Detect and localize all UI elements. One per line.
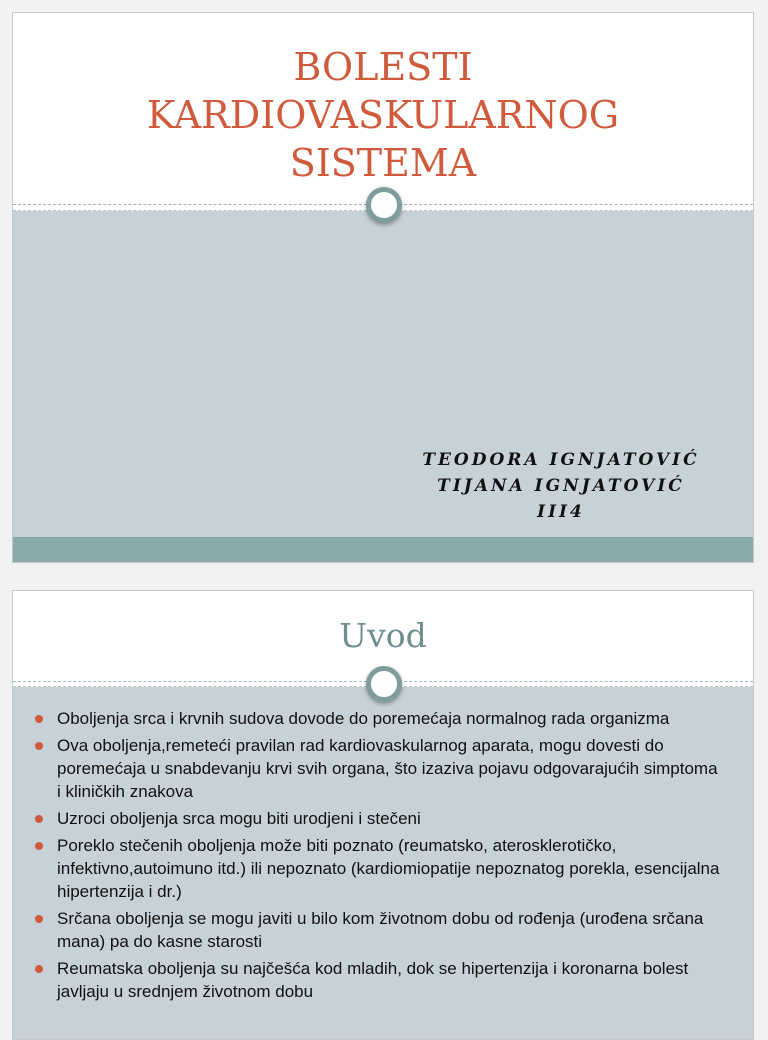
slide-title xyxy=(13,43,753,187)
list-item xyxy=(57,734,723,803)
bullet-text: Poreklo stečenih oboljenja može biti poznato (reumatsko, aterosklerotičko, infektivno,autoimuno itd.) ili nepoznato (kardiomiopatije nepoznatog porekla, esencijalna hipertenzija i dr.) xyxy=(57,836,720,901)
footer-band xyxy=(13,537,753,563)
list-item xyxy=(57,807,723,830)
authors-block xyxy=(401,447,721,525)
intro-slide xyxy=(12,590,754,1040)
list-item xyxy=(57,907,723,953)
bullet-dot-icon xyxy=(35,842,43,850)
bullet-dot-icon xyxy=(35,742,43,750)
title-line-2: KARDIOVASKULARNOG xyxy=(146,93,620,137)
bullet-dot-icon xyxy=(35,965,43,973)
title-line-3: SISTEMA xyxy=(289,141,477,185)
slide-title: Uvod xyxy=(339,616,427,655)
author-2: TIJANA IGNJATOVIĆ xyxy=(437,476,685,496)
list-item xyxy=(57,957,723,1003)
bullet-dot-icon xyxy=(35,815,43,823)
author-class: III4 xyxy=(537,502,585,522)
slide-body xyxy=(13,687,753,1040)
divider-circle-ornament xyxy=(366,187,402,223)
title-line-1: BOLESTI xyxy=(293,45,473,89)
list-item xyxy=(57,834,723,903)
bullet-text: Srčana oboljenja se mogu javiti u bilo kom životnom dobu od rođenja (urođena srčana mana) pa do kasne starosti xyxy=(57,909,704,951)
bullet-text: Oboljenja srca i krvnih sudova dovode do poremećaja normalnog rada organizma xyxy=(57,709,670,728)
title-slide xyxy=(12,12,754,563)
divider-circle-ornament xyxy=(366,666,402,702)
list-item xyxy=(57,707,723,730)
bullet-text: Ova oboljenja,remeteći pravilan rad kardiovaskularnog aparata, mogu dovesti do poremećaja u snabdevanju krvi svih organa, što izaziva pojavu odgovarajućih simptoma i kliničkih znakova xyxy=(57,736,718,801)
author-1: TEODORA IGNJATOVIĆ xyxy=(422,450,700,470)
bullet-dot-icon xyxy=(35,915,43,923)
bullet-list xyxy=(13,687,753,1003)
bullet-dot-icon xyxy=(35,715,43,723)
bullet-text: Reumatska oboljenja su najčešća kod mladih, dok se hipertenzija i koronarna bolest javljaju u srednjem životnom dobu xyxy=(57,959,689,1001)
bullet-text: Uzroci oboljenja srca mogu biti urodjeni i stečeni xyxy=(57,809,421,828)
